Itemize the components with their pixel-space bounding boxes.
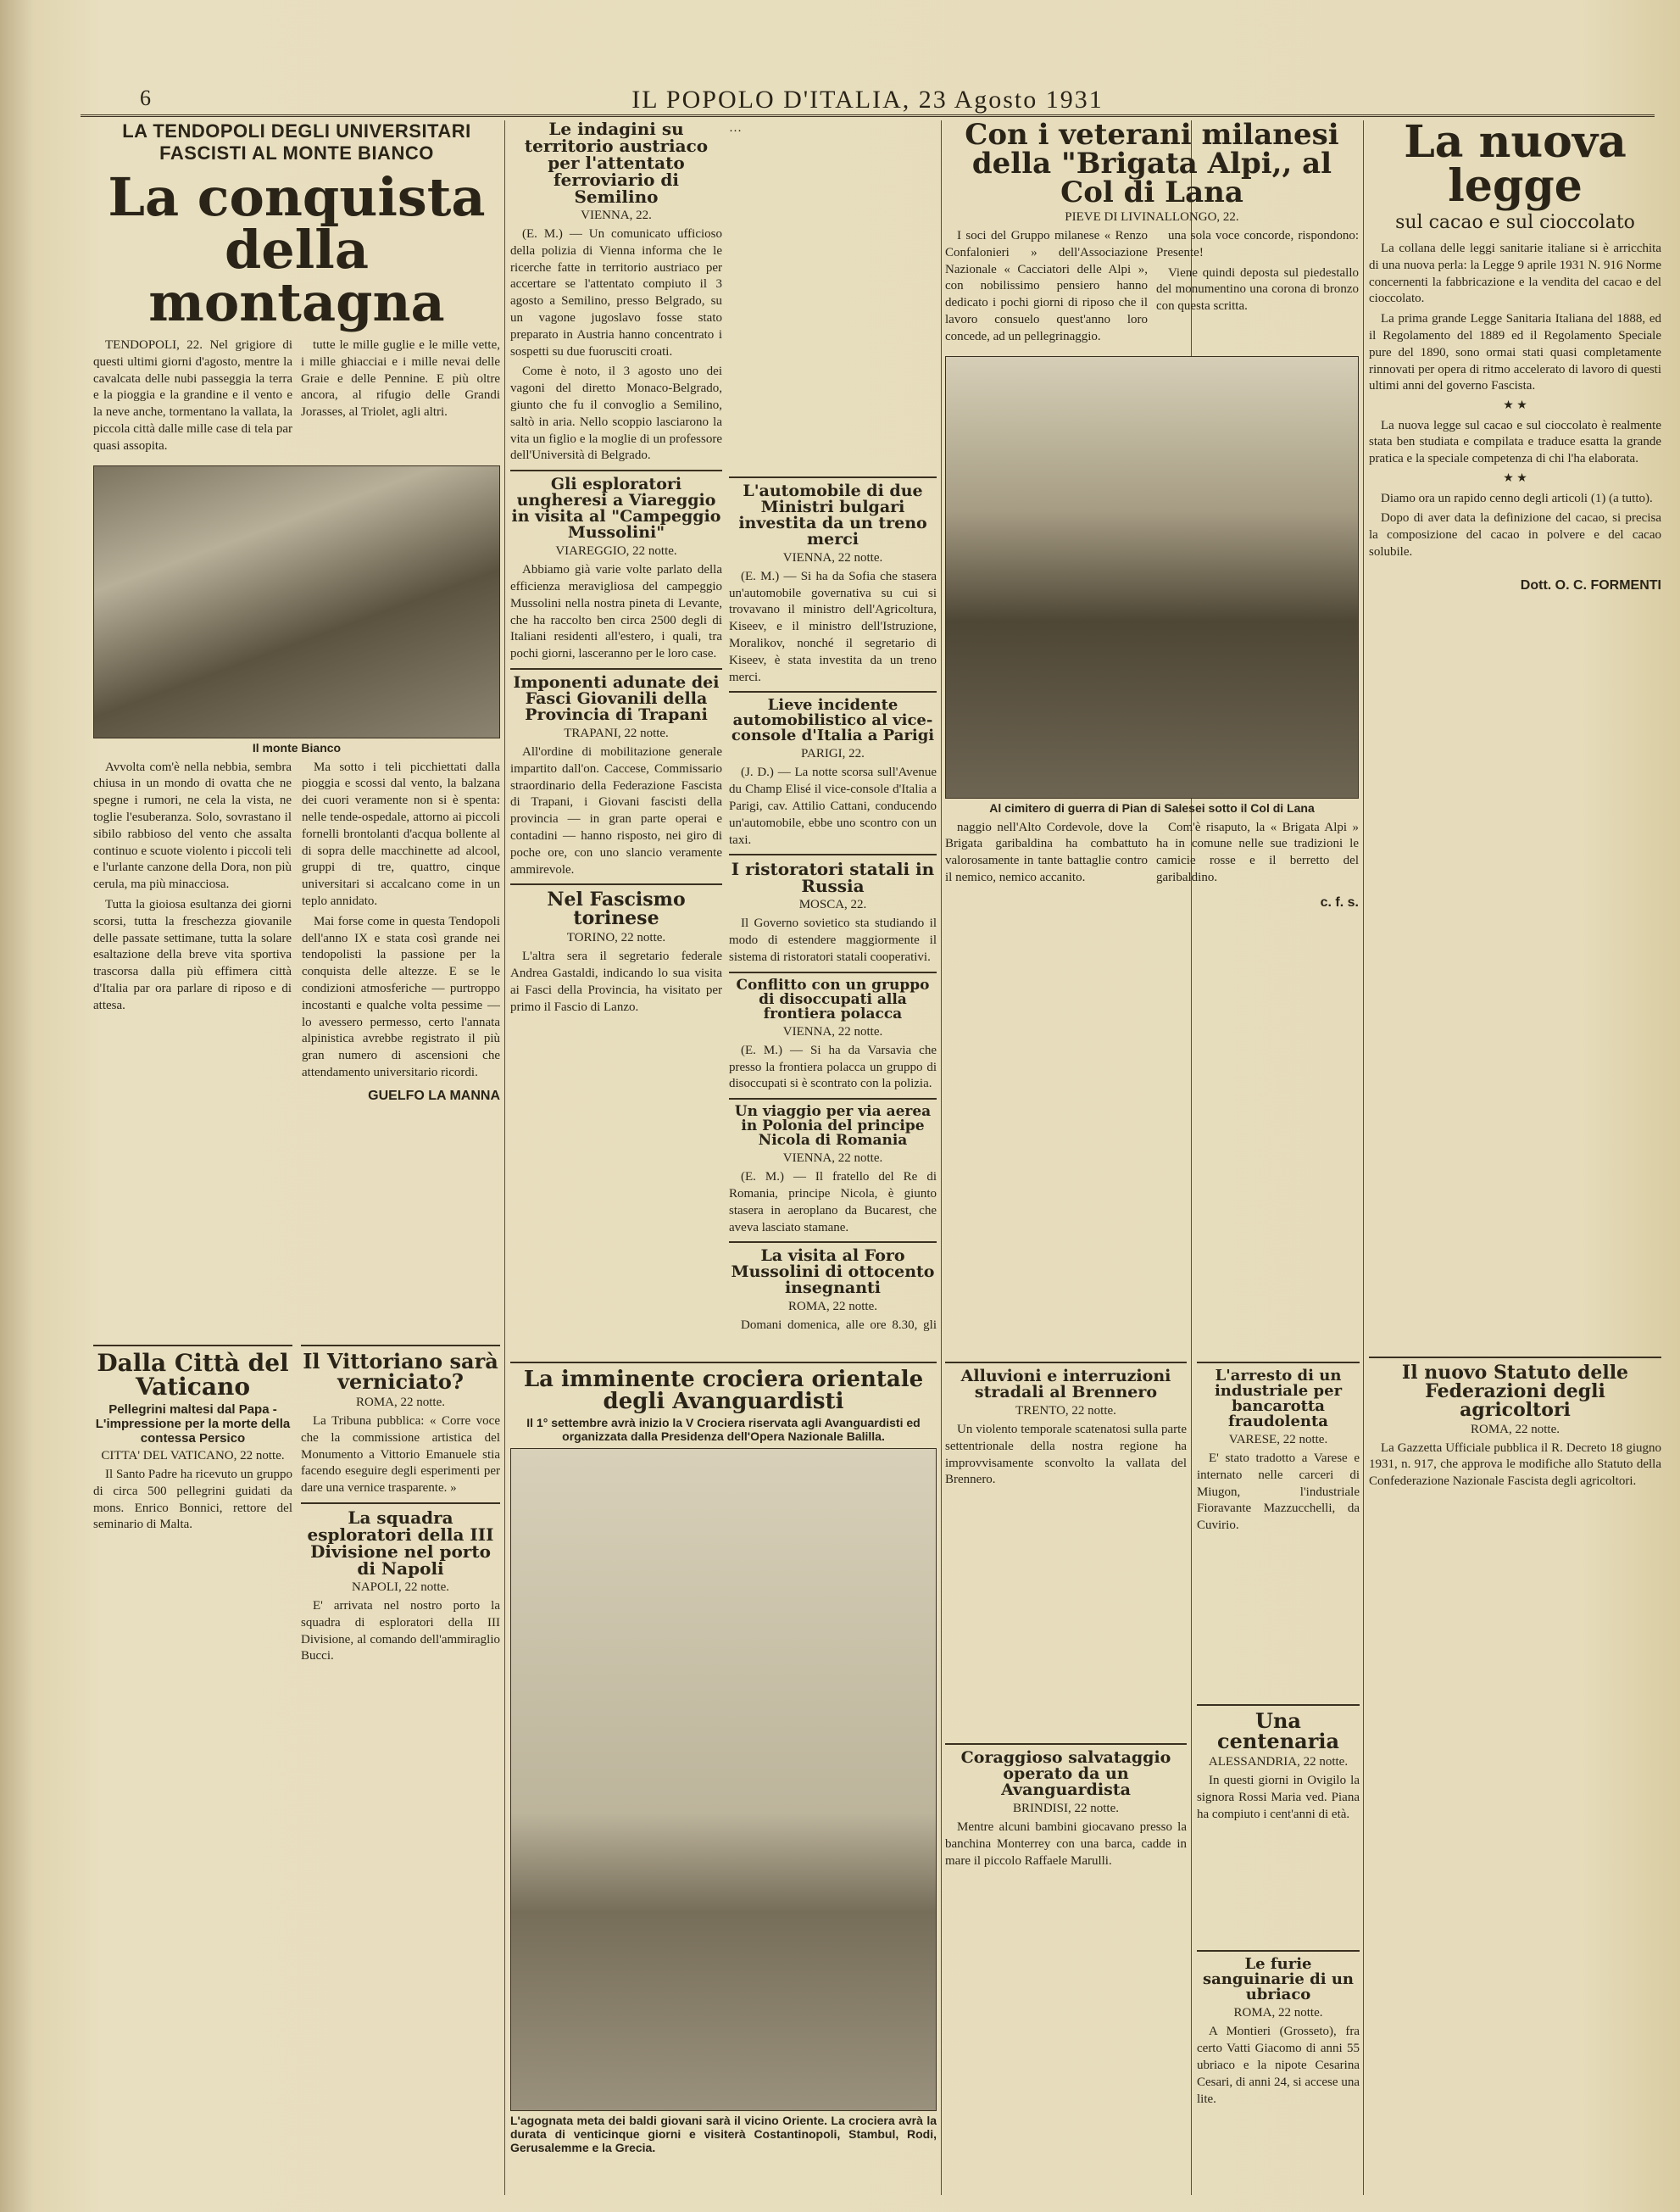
dateline: TORINO, 22 notte. xyxy=(566,931,666,945)
article-headline: Dalla Città del Vaticano xyxy=(97,1349,289,1401)
photo-caption: L'agognata meta dei baldi giovani sarà il vicino Oriente. La crociera avrà la durata di venticinque giorni e visiterà Costantinopoli, Stambul, Rodi, Gerusalemme e la Grecia. xyxy=(510,2114,937,2154)
article-headline: Il nuovo Statuto delle Federazioni degli agricoltori xyxy=(1401,1361,1629,1421)
article-headline: Imponenti adunate dei Fasci Giovanili della Provincia di Trapani xyxy=(513,672,720,724)
column-rule xyxy=(504,120,505,2195)
paragraph: Il Governo sovietico sta studiando il modo di estendere maggiormente il sistema di ristoratori statali cooperativi. xyxy=(729,917,937,964)
photo-monte-bianco xyxy=(93,465,500,738)
paragraph: (J. D.) — La notte scorsa sull'Avenue du Champ Elisé il vice-console d'Italia a Parigi, cav. Attilio Cattani, conducendo un'automobile, ebbe uno scontro con un taxi. xyxy=(729,766,937,847)
dateline: VIAREGGIO, 22 notte. xyxy=(555,544,677,559)
paragraph: La Tribuna pubblica: « Corre voce che la commissione artistica del Monumento a Vittorio Emanuele stia facendo eseguire degli esperimenti per dare una vernice trasparente. » xyxy=(301,1414,500,1496)
article-headline: Un viaggio per via aerea in Polonia del principe Nicola di Romania xyxy=(734,1103,932,1150)
paragraph: E' stato tradotto a Varese e internato nelle carceri di Miugon, l'industriale Fioravante Mazzucchelli, da Cuvirio. xyxy=(1197,1451,1360,1533)
paragraph: Abbiamo già varie volte parlato della efficienza meravigliosa del campeggio Mussolini nella nostra pineta di Levante, che ha raccolto ben circa 2500 degli di Italiani residenti all'estero, i quali, tra pochi giorni, lasceranno per le loro case. xyxy=(510,563,722,661)
column-4-bottom xyxy=(945,1357,1187,2196)
paragraph: (E. M.) — Un comunicato ufficioso della polizia di Vienna informa che le ricerche fatte in territorio austriaco per accertare se l'attentato compiuto il 3 agosto a Semilino, presso Belgrado, su un vagone jugoslavo fosse stato preparato in Austria hanno concentrato i sospetti su due fuorusciti croati. xyxy=(510,227,722,359)
paragraph: (E. M.) — Il fratello del Re di Romania, principe Nicola, è giunto stasera in aeroplano da Bucarest, che aveva lasciato stamane. xyxy=(729,1170,937,1234)
dateline: ROMA, 22 notte. xyxy=(1471,1422,1560,1436)
paragraph: La Gazzetta Ufficiale pubblica il R. Decreto 18 giugno 1931, n. 917, che approva le modifiche allo Statuto della Confederazione Nazionale Fascista degli agricoltori. xyxy=(1369,1440,1661,1489)
paragraph: Domani domenica, alle ore 8.30, gli xyxy=(741,1318,937,1333)
article-headline: La nuova legge xyxy=(1404,120,1627,212)
article-headline: Alluvioni e interruzioni stradali al Brennero xyxy=(960,1367,1171,1401)
article-headline: Lieve incidente automobilistico al vice-console d'Italia a Parigi xyxy=(731,696,935,745)
paragraph: Mentre alcuni bambini giocavano presso la banchina Monterrey con una barca, cadde in mare il piccolo Raffaele Marulli. xyxy=(945,1820,1187,1868)
paragraph: In questi giorni in Ovigilo la signora Rossi Maria ved. Piana ha compiuto i cent'anni di età. xyxy=(1197,1773,1360,1821)
paragraph: Com'è risaputo, la « Brigata Alpi » ha in comune nelle sue tradizioni le camicie rosse e il berretto del garibaldino. xyxy=(1156,820,1359,884)
byline: c. f. s. xyxy=(1320,894,1359,910)
paragraph: Come è noto, il 3 agosto uno dei vagoni del diretto Monaco-Belgrado, giunto che fu il convoglio a Semilino, saltò in aria. Nello scoppio lasciarono la vita un figlio e la moglie di un professore dell'Università di Belgrado. xyxy=(510,365,722,463)
paragraph: (E. M.) — Si ha da Sofia che stasera un'automobile governativa su cui si trovavano il ministro dell'Agricoltura, Kiseev, e il ministro dell'Istruzione, Moralikov, nonché il segretario di Kiseev, è stata investita da un treno merci. xyxy=(729,569,937,684)
article-vittoriano xyxy=(301,1340,500,2187)
dateline: ALESSANDRIA, 22 notte. xyxy=(1208,1754,1349,1769)
article-headline: Nel Fascismo torinese xyxy=(547,889,686,930)
article-crociera xyxy=(510,1357,937,2196)
lead-text: Nel grigiore di questi ultimi giorni d'agosto, mentre la cavalcata delle nubi passeggia la terra e la pioggia e la grandine e il vento e la neve anche, tormentano la vallata, la piccola città dalle mille case di tela par quasi assopita. xyxy=(93,338,293,453)
photo-ship xyxy=(510,1448,937,2111)
dateline: MOSCA, 22. xyxy=(798,898,867,912)
dateline: TRENTO, 22 notte. xyxy=(1015,1404,1116,1418)
dateline: ROMA, 22 notte. xyxy=(356,1396,445,1409)
article-nuova-legge: La nuova legge sul cacao e sul cioccolato La collana delle leggi sanitarie italiane si è arricchita di una nuova perla: la Legge 9 aprile 1931 N. 916 Norme concernenti la fabbricazione e la vendita del cacao e del cioccolato. La prima grande Legge Sanitaria Italiana del 1888, ed il Regolamento del 1889 ed il Regolamento Speciale pure del 1890, sono ormai stati quasi completamente rinnovati per opera di ritmo accelerato di lavoro di questi ultimi anni del governo Fascista. ★ ★ La nuova legge sul cacao e sul cioccolato è realmente stata ben studiata e compilata e traduce esatta la grande pratica e la speciale competenza di chi l'ha elaborata. ★ ★ Diamo ora un rapido cenno degli articoli (1) (a tutto). Dopo di aver data la definizione del cacao, si precisa la composizione del cacao in polvere e del cacao solubile. Dott. O. C. FORMENTI Il nuovo Statuto delle Federazioni degli agricoltori ROMA, 22 notte. La Gazzetta Ufficiale pubblica il R. Decreto 18 giugno 1931, n. 917, che approva le modifiche allo Statuto della Confederazione Nazionale Fascista degli agricoltori. xyxy=(1369,120,1661,2189)
dateline: VIENNA, 22 notte. xyxy=(782,1024,883,1039)
article-kicker: LA TENDOPOLI DEGLI UNIVERSITARI FASCISTI AL MONTE BIANCO xyxy=(122,120,471,164)
article-headline: La conquista della montagna xyxy=(108,166,486,333)
dateline: PIEVE DI LIVINALLONGO, 22. xyxy=(1065,210,1239,224)
article-tendopoli xyxy=(93,120,500,1329)
article-subhead: Pellegrini maltesi dal Papa - L'impressione per la morte della contessa Persico xyxy=(95,1402,291,1446)
paragraph: Mai forse come in questa Tendopoli dell'anno IX e stata così grande nei tendopolisti la passione per la conquista delle altezze. E se le condizioni atmosferiche — purtroppo incostanti e qualche volta pessime — lo avessero permesso, certo l'annata alpinistica avrebbe registrato il più gran numero di ascensioni che attendamento universitario ricordi. xyxy=(302,914,500,1079)
paragraph: Il Santo Padre ha ricevuto un gruppo di circa 500 pellegrini guidati da mons. Enrico Bonnici, rettore del seminario di Malta. xyxy=(93,1468,292,1532)
article-headline: L'automobile di due Ministri bulgari investita da un treno merci xyxy=(738,481,927,549)
page-fold-shadow xyxy=(0,0,34,2212)
paragraph: Viene quindi deposta sul piedestallo del monumentino una corona di bronzo con questa scritta. xyxy=(1156,265,1359,314)
article-headline: Le indagini su territorio austriaco per l'attentato ferroviario di Semilino xyxy=(524,120,709,207)
article-headline: Coraggioso salvataggio operato da un Avanguardista xyxy=(960,1748,1171,1800)
article-headline: Il Vittoriano sarà verniciato? xyxy=(303,1349,498,1394)
paragraph: La prima grande Legge Sanitaria Italiana del 1888, ed il Regolamento del 1889 ed il Regolamento Speciale pure del 1890, sono ormai stati quasi completamente rinnovati per opera di ritmo accelerato di lavoro di questi ultimi anni del governo Fascista. xyxy=(1369,312,1661,393)
paragraph: All'ordine di mobilitazione generale impartito dall'on. Caccese, Commissario straordinario della Federazione Fascista di Trapani, i Giovani fascisti della provincia — in gran parte operai e contadini — hanno risposto, nei giro di poche ore, con uno slancio veramente ammirevole. xyxy=(510,744,722,877)
lead-text: I soci del Gruppo milanese « Renzo Confalonieri » dell'Associazione Nazionale « Cacciatori delle Alpi », con nobilissimo pensiero hanno dedicato i pochi giorni di riposo che il lavoro consuelo quest'anno loro concede, ad un pellegrinaggio. xyxy=(945,229,1148,343)
paragraph: L'altra sera il segretario federale Andrea Gastaldi, indicando lo sua visita ai Fasci della Provincia, ha visitato per primo il Fascio di Lanzo. xyxy=(510,950,722,1014)
article-headline: Con i veterani milanesi della "Brigata Alpi,, al Col di Lana xyxy=(965,120,1339,209)
masthead xyxy=(81,81,1655,117)
dateline: VARESE, 22 notte. xyxy=(1228,1433,1328,1446)
paragraph: una sola voce concorde, rispondono: Presente! xyxy=(1156,229,1359,259)
paragraph: Un violento temporale scatenatosi sulla parte settentrionale della nostra regione ha improvvisamente sconvolto la vallata del Brennero. xyxy=(945,1423,1187,1487)
article-col-di-lana xyxy=(945,120,1359,1350)
photo-caption: Il monte Bianco xyxy=(252,740,342,755)
article-headline: La imminente crociera orientale degli Avanguardisti xyxy=(523,1367,924,1414)
lead-text-2: tutte le mille guglie e le mille vette, i mille ghiacciai e i mille nevai delle Graie e delle Pennine. E più oltre ancora, al rifugio delle Grandi Jorasses, al Triolet, agli altri. xyxy=(301,338,500,420)
dateline: ROMA, 22 notte. xyxy=(1233,2006,1323,2020)
article-headline: La visita al Foro Mussolini di ottocento insegnanti xyxy=(731,1246,935,1298)
byline: Dott. O. C. FORMENTI xyxy=(1520,577,1661,593)
article-headline: Gli esploratori ungheresi a Viareggio in visita al "Campeggio Mussolini" xyxy=(511,475,721,543)
dateline: VIENNA, 22 notte. xyxy=(782,1151,883,1166)
photo-caption: Al cimitero di guerra di Pian di Salesei sotto il Col di Lana xyxy=(989,800,1315,815)
paragraph: Dopo di aver data la definizione del cacao, si precisa la composizione del cacao in polvere e del cacao solubile. xyxy=(1369,511,1661,559)
paragraph: La nuova legge sul cacao e sul cioccolato è realmente stata ben studiata e compilata e traduce esatta la grande pratica e la speciale competenza di chi l'ha elaborata. xyxy=(1369,418,1661,466)
paragraph: Ma sotto i teli picchiettati dalla pioggia e scossi dal vento, la balzana dei cuori veramente non si è spenta: nelle tende-ospedale, attorno ai piccoli fornelli brontolanti d'acqua bollente al di sopra delle macchinette ad alcool, gruppi di tre, quattro, cinque universitari si accalcano come in un teplo annidato. xyxy=(302,760,500,908)
dateline: TENDOPOLI, 22. xyxy=(105,338,203,352)
paragraph: La collana delle leggi sanitarie italiane si è arricchita di una nuova perla: la Legge 9 aprile 1931 N. 916 Norme concernenti la fabbricazione e la vendita del cacao e del cioccolato. xyxy=(1369,242,1661,306)
dateline: VIENNA, 22 notte. xyxy=(782,550,883,565)
dateline: NAPOLI, 22 notte. xyxy=(352,1580,449,1594)
column-3: … L'automobile di due Ministri bulgari investita da un treno merci VIENNA, 22 notte. (E. M.) — Si ha da Sofia che stasera un'automobile governativa su cui si trovavano il ministro dell'Agricoltura, Kiseev, e il ministro dell'Istruzione, Moralikov, nonché il segretario di Kiseev, è stata investita da un treno merci. Lieve incidente automobilistico al vice-console d'Italia a Parigi PARIGI, 22. (J. D.) — La notte scorsa sull'Avenue du Champ Elisé il vice-console d'Italia a Parigi, cav. Attilio Cattani, conducendo un'automobile, ebbe uno scontro con un taxi. I ristoratori statali in Russia MOSCA, 22. Il Governo sovietico sta studiando il modo di estendere maggiormente il sistema di ristoratori statali cooperativi. Conflitto con un gruppo di disoccupati alla frontiera polacca VIENNA, 22 notte. (E. M.) — Si ha da Varsavia che presso la frontiera polacca un gruppo di disoccupati si è scontrato con la polizia. Un viaggio per via aerea in Polonia del principe Nicola di Romania VIENNA, 22 notte. (E. M.) — Il fratello del Re di Romania, principe Nicola, è giunto stasera in aeroplano da Bucarest, che aveva lasciato stamane. La visita al Foro Mussolini di ottocento insegnanti ROMA, 22 notte. Domani domenica, alle ore 8.30, gli xyxy=(729,120,937,1333)
photo-cimitero xyxy=(945,356,1359,799)
paragraph: Avvolta com'è nella nebbia, sembra chiusa in un mondo di ovatta che ne spegne i rumori, ne cela la vista, ne toglie l'esuberanza. Solo, sovrastano il sibilo rabbioso del vento che assalta continuo e scuote violento i piccoli teli e l'urlante canzone della Dora, non più cerula, ma più minacciosa. xyxy=(93,760,292,892)
article-vaticano xyxy=(93,1340,292,2187)
article-headline: La squadra esploratori della III Divisione nel porto di Napoli xyxy=(307,1507,494,1579)
article-headline: Una centenaria xyxy=(1217,1708,1339,1753)
paragraph: A Montieri (Grosseto), fra certo Vatti Giacomo di anni 55 ubriaco e la nipote Cesarina Cesari, di anni 24, si accese una lite. xyxy=(1197,2025,1360,2106)
column-2 xyxy=(510,120,722,1350)
article-subhead: Il 1° settembre avrà inizio la V Crociera riservata agli Avanguardisti ed organizzata dalla Presidenza dell'Opera Nazionale Balilla. xyxy=(526,1416,921,1443)
column-rule xyxy=(941,120,942,2195)
newspaper-name-date: IL POPOLO D'ITALIA, 23 Agosto 1931 xyxy=(631,86,1104,114)
article-headline: I ristoratori statali in Russia xyxy=(731,859,935,897)
dateline: BRINDISI, 22 notte. xyxy=(1013,1802,1119,1816)
paragraph: E' arrivata nel nostro porto la squadra di esploratori della III Divisione, al comando dell'ammiraglio Bucci. xyxy=(301,1598,500,1663)
article-headline: Conflitto con un gruppo di disoccupati alla frontiera polacca xyxy=(736,976,930,1022)
dateline: ROMA, 22 notte. xyxy=(788,1300,877,1314)
paragraph: (E. M.) — Si ha da Varsavia che presso la frontiera polacca un gruppo di disoccupati si è scontrato con la polizia. xyxy=(729,1043,937,1091)
article-headline: Le furie sanguinarie di un ubriaco xyxy=(1202,1955,1355,2004)
column-rule xyxy=(1363,120,1364,2195)
paragraph: naggio nell'Alto Cordevole, dove la Brigata garibaldina ha combattuto valorosamente in tante battaglie contro il nemico, nemico accanito. xyxy=(945,820,1148,884)
column-5-bottom xyxy=(1197,1357,1360,2196)
dateline: PARIGI, 22. xyxy=(801,747,865,761)
dateline: TRAPANI, 22 notte. xyxy=(564,726,669,740)
dateline: CITTA' DEL VATICANO, 22 notte. xyxy=(101,1449,285,1463)
byline: GUELFO LA MANNA xyxy=(368,1088,500,1103)
paragraph: Diamo ora un rapido cenno degli articoli (1) (a tutto). xyxy=(1381,491,1653,505)
paragraph: Tutta la gioiosa esultanza dei giorni scorsi, tutta la freschezza giovanile delle passate settimane, tutta la solare esaltazione della breve vita sportiva trascorsa dalla più effimera città d'Italia par ora parlare di riposo e di attesa. xyxy=(93,897,292,1012)
page-number: 6 xyxy=(140,86,151,110)
article-headline: L'arresto di un industriale per bancarotta fraudolenta xyxy=(1214,1367,1343,1430)
dateline: VIENNA, 22. xyxy=(581,209,652,222)
article-subhead: sul cacao e sul cioccolato xyxy=(1395,212,1635,233)
